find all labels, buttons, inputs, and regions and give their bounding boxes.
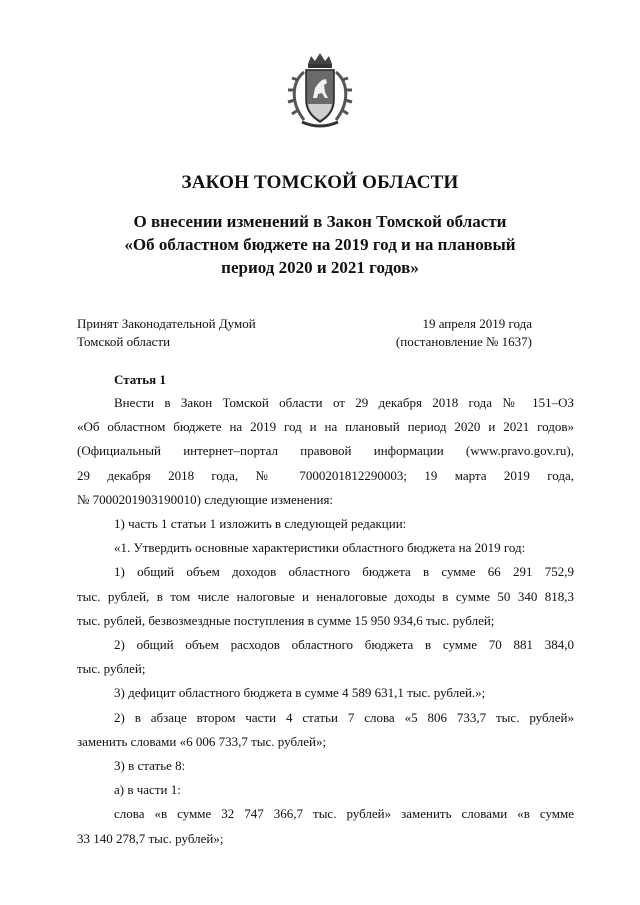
subtitle-line: «Об областном бюджете на 2019 год и на плановый bbox=[124, 235, 516, 254]
body-line: тыс. рублей, безвозмездные поступления в сумме 15 950 934,6 тыс. рублей; bbox=[77, 612, 495, 628]
body-line: Внести в Закон Томской области от 29 декабря 2018 года № 151–ОЗ bbox=[114, 395, 574, 410]
date-line: 19 апреля 2019 года bbox=[422, 316, 532, 331]
body-line: заменить словами «6 006 733,7 тыс. рублей»; bbox=[77, 733, 327, 749]
body-line: 3) в статье 8: bbox=[114, 758, 186, 774]
body-line: 2) в абзаце втором части 4 статьи 7 слова «5 806 733,7 тыс. рублей» bbox=[114, 709, 574, 725]
adoption-date bbox=[384, 315, 532, 351]
body-line: «1. Утвердить основные характеристики областного бюджета на 2019 год: bbox=[114, 540, 526, 556]
body-line: слова «в сумме 32 747 366,7 тыс. рублей» заменить словами «в сумме bbox=[114, 806, 574, 822]
document-title: ЗАКОН ТОМСКОЙ ОБЛАСТИ bbox=[181, 172, 459, 193]
body-line: тыс. рублей; bbox=[77, 661, 146, 677]
body-line: 33 140 278,7 тыс. рублей»; bbox=[77, 830, 224, 846]
body-line: 1) часть 1 статьи 1 изложить в следующей редакции: bbox=[114, 516, 407, 532]
body-line: 2) общий объем расходов областного бюджета в сумме 70 881 384,0 bbox=[114, 637, 574, 653]
body-line: 3) дефицит областного бюджета в сумме 4 589 631,1 тыс. рублей.»; bbox=[114, 685, 486, 701]
subtitle-line: О внесении изменений в Закон Томской области bbox=[133, 212, 507, 231]
body-line: 1) общий объем доходов областного бюджета в сумме 66 291 752,9 bbox=[114, 564, 574, 580]
body-line: «Об областном бюджете на 2019 год и на плановый период 2020 и 2021 годов» bbox=[77, 419, 574, 435]
resolution-line: (постановление № 1637) bbox=[395, 334, 532, 349]
adoption-info bbox=[77, 315, 256, 351]
article-body bbox=[77, 391, 574, 851]
adopted-by-line: Томской области bbox=[77, 334, 171, 349]
tomsk-coat-of-arms-icon bbox=[284, 50, 356, 130]
document-subtitle bbox=[0, 210, 640, 279]
body-line: а) в части 1: bbox=[114, 782, 181, 798]
body-line: тыс. рублей, в том числе налоговые и неналоговые доходы в сумме 50 340 818,3 bbox=[77, 588, 574, 604]
article-heading: Статья 1 bbox=[114, 372, 166, 387]
subtitle-line: период 2020 и 2021 годов» bbox=[221, 258, 419, 277]
adopted-by-line: Принят Законодательной Думой bbox=[77, 316, 256, 331]
body-line: 29 декабря 2018 года, № 7000201812290003; 19 марта 2019 года, bbox=[77, 467, 574, 483]
body-line: № 7000201903190010) следующие изменения: bbox=[77, 491, 334, 507]
body-line: (Официальный интернет–портал правовой информации (www.pravo.gov.ru), bbox=[77, 443, 574, 459]
